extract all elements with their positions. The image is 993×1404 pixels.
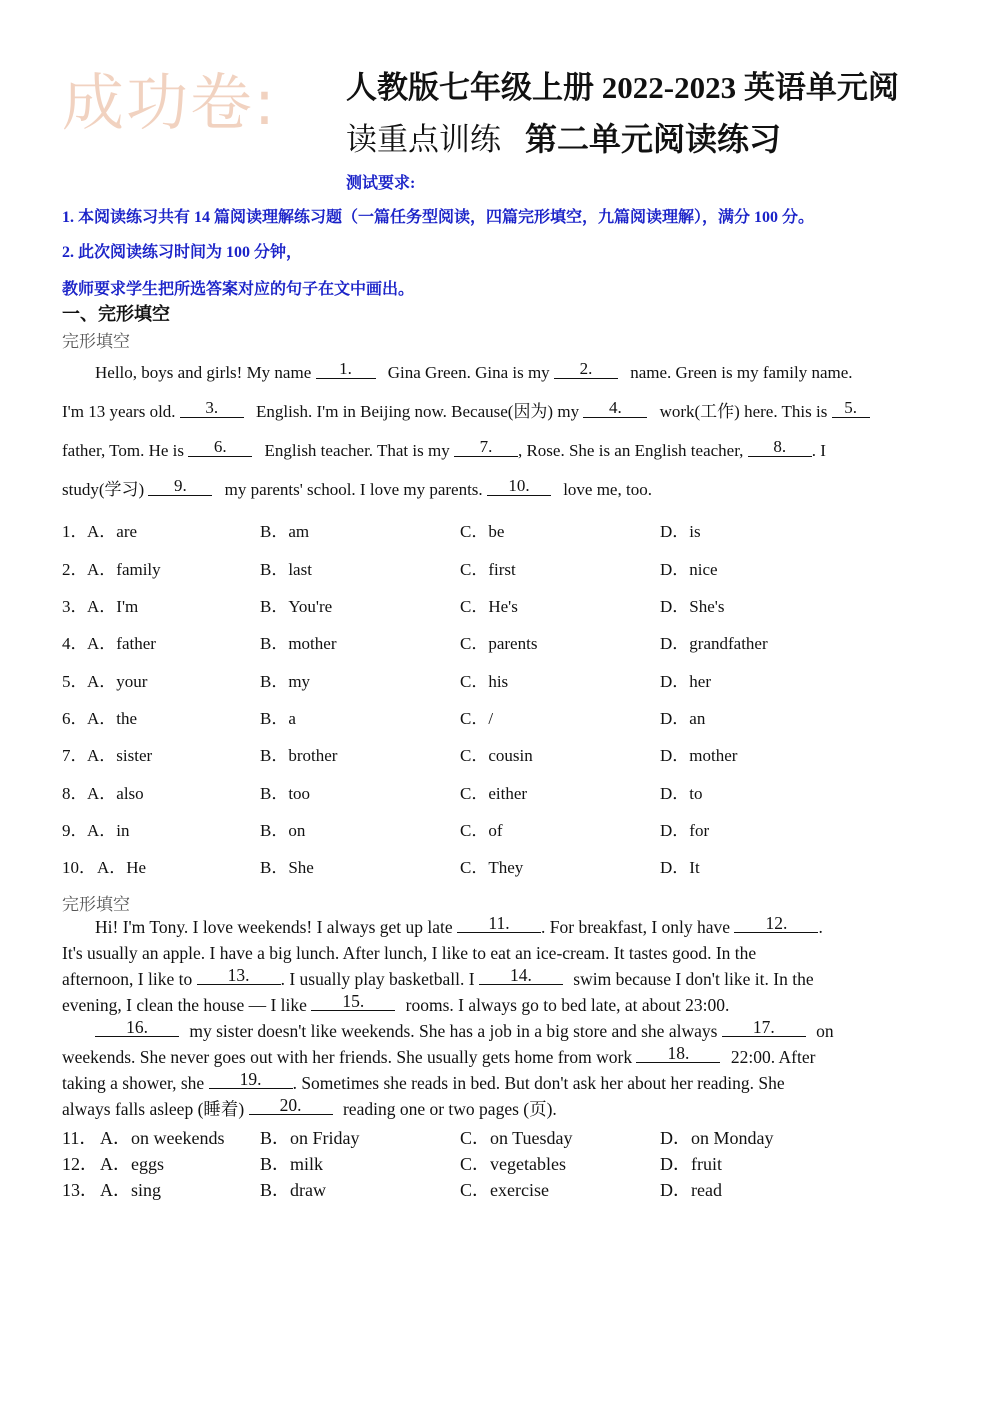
option-a[interactable]: A．are — [87, 522, 138, 541]
title-line-1: 人教版七年级上册 2022-2023 英语单元阅 — [346, 70, 899, 105]
option-b[interactable]: B．You're — [260, 597, 333, 616]
option-b[interactable]: B．on — [260, 821, 306, 840]
title-line-2-part: 读重点训练 — [346, 122, 501, 157]
option-c[interactable]: C．of — [460, 821, 503, 840]
logo-watermark: 成功卷: — [62, 66, 277, 139]
option-c[interactable]: C．exercise — [460, 1180, 549, 1200]
passage-line: father, Tom. He is 6. English teacher. That is my 7. , Rose. She is an English teacher, 8. . I — [62, 436, 826, 460]
title-line-2 — [346, 118, 781, 161]
option-b[interactable]: B．my — [260, 672, 311, 691]
option-b[interactable]: B．a — [260, 709, 296, 728]
option-c[interactable]: C．parents — [460, 634, 538, 653]
option-a[interactable]: A．He — [97, 858, 147, 877]
blank-18: 18. — [636, 1044, 720, 1063]
passage-line: study(学习) 9. my parents' school. I love my parents. 10. love me, too. — [62, 475, 652, 499]
option-c[interactable]: C．his — [460, 672, 509, 691]
option-a[interactable]: A．the — [87, 709, 138, 728]
section-subtitle: 完形填空 — [62, 332, 130, 352]
option-b[interactable]: B．She — [260, 858, 314, 877]
blank-7: 7. — [454, 438, 518, 457]
option-d[interactable]: D．She's — [660, 597, 725, 616]
requirement-item-3: 教师要求学生把所选答案对应的句子在文中画出。 — [62, 281, 415, 298]
option-a[interactable]: A．also — [87, 784, 144, 803]
option-d[interactable]: D．for — [660, 821, 710, 840]
requirement-item-2: 2. 此次阅读练习时间为 100 分钟， — [62, 244, 303, 261]
passage-line: weekends. She never goes out with her friends. She usually gets home from work 18. 22:00. After — [62, 1043, 816, 1067]
section-heading: 一、完形填空 — [62, 304, 170, 325]
passage-line: 16. my sister doesn't like weekends. She has a job in a big store and she always 17. on — [62, 1018, 932, 1044]
option-d[interactable]: D．on Monday — [660, 1128, 774, 1148]
requirements-heading: 测试要求: — [346, 175, 416, 192]
option-d[interactable]: D．grandfather — [660, 634, 768, 653]
option-a[interactable]: A．eggs — [100, 1154, 164, 1174]
option-b[interactable]: B．mother — [260, 634, 337, 653]
option-d[interactable]: D．an — [660, 709, 706, 728]
blank-4: 4. — [583, 399, 647, 418]
option-c[interactable]: C．/ — [460, 709, 494, 728]
option-b[interactable]: B．draw — [260, 1180, 326, 1200]
option-d[interactable]: D．nice — [660, 560, 718, 579]
blank-9: 9. — [148, 477, 212, 496]
blank-6: 6. — [188, 438, 252, 457]
option-c[interactable]: C．He's — [460, 597, 518, 616]
option-b[interactable]: B．too — [260, 784, 311, 803]
passage-line: taking a shower, she 19. . Sometimes she reads in bed. But don't ask her about her reading. She — [62, 1069, 785, 1093]
option-a[interactable]: A．your — [87, 672, 148, 691]
option-b[interactable]: B．am — [260, 522, 310, 541]
blank-20: 20. — [249, 1096, 333, 1115]
blank-10: 10. — [487, 477, 551, 496]
blank-15: 15. — [311, 992, 395, 1011]
option-b[interactable]: B．milk — [260, 1154, 324, 1174]
blank-2: 2. — [554, 360, 618, 379]
blank-12: 12. — [734, 914, 818, 933]
option-c[interactable]: C．be — [460, 522, 505, 541]
option-a[interactable]: A．sister — [87, 746, 153, 765]
option-d[interactable]: D．is — [660, 522, 701, 541]
option-a[interactable]: A．father — [87, 634, 156, 653]
option-d[interactable]: D．read — [660, 1180, 722, 1200]
blank-19: 19. — [209, 1070, 293, 1089]
option-d[interactable]: D．mother — [660, 746, 738, 765]
option-d[interactable]: D．It — [660, 858, 700, 877]
passage-line: It's usually an apple. I have a big lunch. After lunch, I like to eat an ice-cream. It tastes good. In the — [62, 943, 757, 963]
blank-5: 5. — [832, 399, 870, 418]
option-d[interactable]: D．fruit — [660, 1154, 722, 1174]
option-c[interactable]: C．vegetables — [460, 1154, 566, 1174]
option-a[interactable]: A．in — [87, 821, 130, 840]
option-c[interactable]: C．They — [460, 858, 524, 877]
passage-line: always falls asleep (睡着) 20. reading one or two pages (页). — [62, 1095, 557, 1119]
section-subtitle: 完形填空 — [62, 895, 130, 915]
blank-16: 16. — [95, 1018, 179, 1037]
option-a[interactable]: A．sing — [100, 1180, 162, 1200]
option-b[interactable]: B．brother — [260, 746, 338, 765]
passage-line: Hello, boys and girls! My name 1. Gina Green. Gina is my 2. name. Green is my family name. — [95, 358, 853, 382]
blank-13: 13. — [197, 966, 281, 985]
option-b[interactable]: B．on Friday — [260, 1128, 360, 1148]
blank-17: 17. — [722, 1018, 806, 1037]
option-c[interactable]: C．either — [460, 784, 528, 803]
option-c[interactable]: C．cousin — [460, 746, 533, 765]
option-d[interactable]: D．to — [660, 784, 703, 803]
option-b[interactable]: B．last — [260, 560, 312, 579]
unit-title: 第二单元阅读练习 — [525, 120, 782, 158]
option-c[interactable]: C．on Tuesday — [460, 1128, 573, 1148]
blank-11: 11. — [457, 914, 541, 933]
blank-3: 3. — [180, 399, 244, 418]
option-a[interactable]: A．family — [87, 560, 161, 579]
option-c[interactable]: C．first — [460, 560, 516, 579]
passage-line: afternoon, I like to 13. . I usually play basketball. I 14. swim because I don't like it. In the — [62, 965, 814, 989]
option-d[interactable]: D．her — [660, 672, 711, 691]
passage-line: Hi! I'm Tony. I love weekends! I always get up late 11. . For breakfast, I only have 12. . — [95, 913, 823, 937]
passage-line: evening, I clean the house — I like 15. rooms. I always go to bed late, at about 23:00. — [62, 991, 730, 1015]
passage-line: I'm 13 years old. 3. English. I'm in Beijing now. Because(因为) my 4. work(工作) here. This is 5. — [62, 392, 942, 431]
blank-8: 8. — [748, 438, 812, 457]
option-a[interactable]: A．I'm — [87, 597, 139, 616]
requirement-item-1: 1. 本阅读练习共有 14 篇阅读理解练习题（一篇任务型阅读，四篇完形填空，九篇阅读理解），满分 100 分。 — [62, 209, 815, 226]
blank-14: 14. — [479, 966, 563, 985]
blank-1: 1. — [316, 360, 376, 379]
option-a[interactable]: A．on weekends — [100, 1128, 225, 1148]
